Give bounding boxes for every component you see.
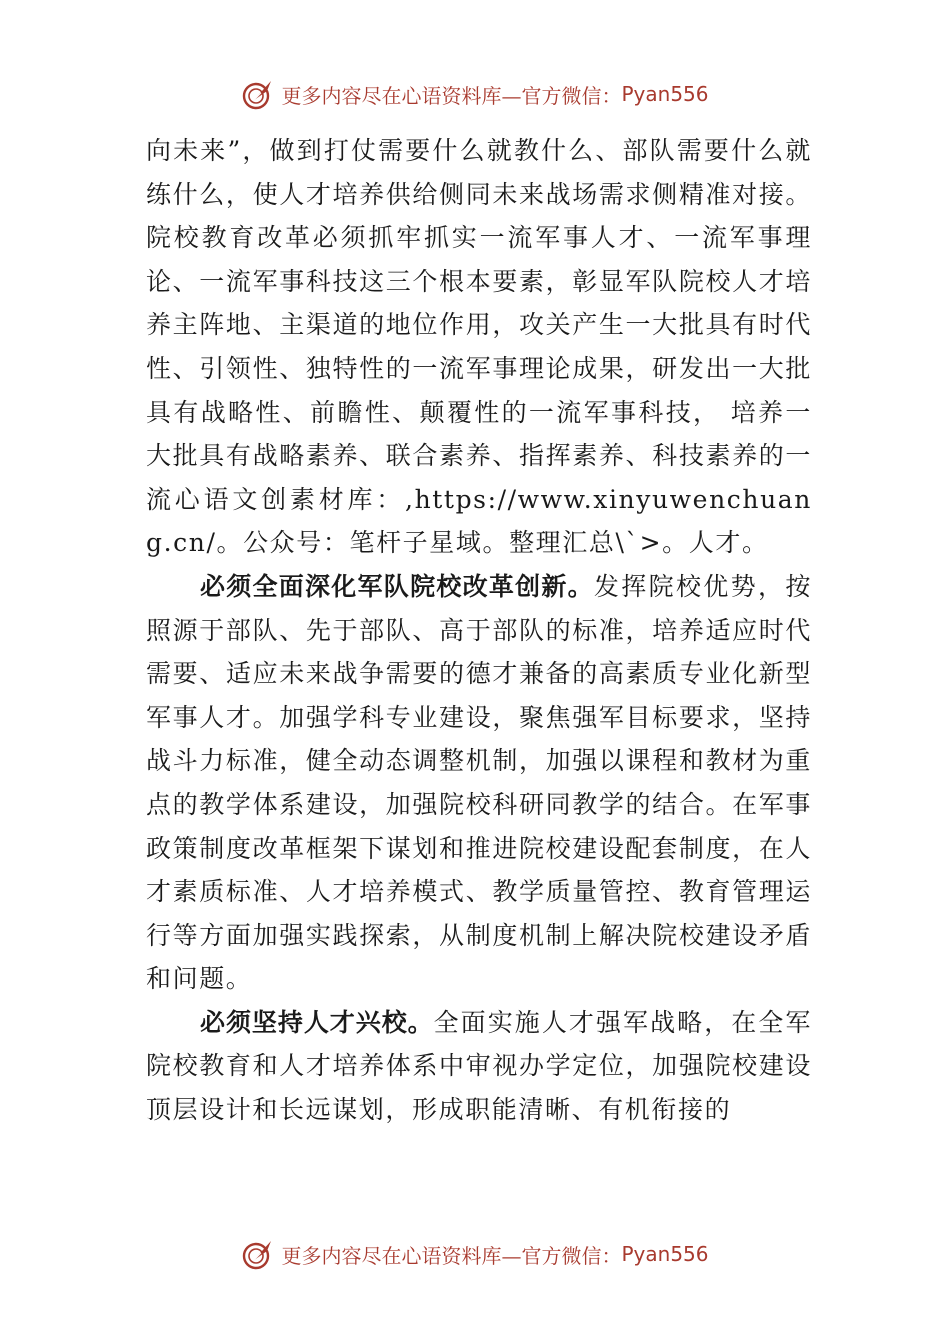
footer-banner xyxy=(0,1234,950,1274)
paragraph-heading: 必须全面深化军队院校改革创新。 xyxy=(200,571,594,601)
paragraph-text: 发挥院校优势，按照源于部队、先于部队、高于部队的标准，培养适应时代需要、适应未来战争需要的德才兼备的高素质专业化新型军事人才。加强学科专业建设，聚焦强军目标要求，坚持战斗力标准，健全动态调整机制，加强以课程和教材为重点的教学体系建设，加强院校科研同教学的结合。在军事政策制度改革框架下谋划和推进院校建设配套制度，在人才素质标准、人才培养模式、教学质量管控、教育管理运行等方面加强实践探索，从制度机制上解决院校建设矛盾和问题。 xyxy=(146,571,812,994)
quill-seal-icon xyxy=(241,1237,275,1271)
header-banner-text: 更多内容尽在心语资料库—官方微信： xyxy=(281,83,622,108)
quill-seal-icon xyxy=(241,77,275,111)
paragraph-text: 向未来”，做到打仗需要什么就教什么、部队需要什么就练什么，使人才培养供给侧同未来战场需求侧精准对接。院校教育改革必须抓牢抓实一流军事人才、一流军事理论、一流军事科技这三个根本要素，彰显军队院校人才培养主阵地、主渠道的地位作用，攻关产生一大批具有时代性、引领性、独特性的一流军事理论成果，研发出一大批具有战略性、前瞻性、颠覆性的一流军事科技， 培养一大批具有战略素养、联合素养、指挥素养、科技素养的一流心语文创素材库：,https://www.xinyuwenchuang.cn/。公众号：笔杆子星域。整理汇总\`>。人才。 xyxy=(146,136,812,558)
paragraph-text: 全面实施人才强军战略，在全军院校教育和人才培养体系中审视办学定位，加强院校建设顶层设计和长远谋划，形成职能清晰、有机衔接的 xyxy=(146,1007,812,1125)
header-banner-wechat-id: Pyan556 xyxy=(621,82,709,106)
footer-banner-text: 更多内容尽在心语资料库—官方微信： xyxy=(281,1243,622,1268)
paragraph-reform-innovation xyxy=(146,565,812,1001)
document-body xyxy=(146,129,812,1132)
header-banner xyxy=(0,74,950,114)
footer-banner-wechat-id: Pyan556 xyxy=(621,1242,709,1266)
paragraph-talent-school xyxy=(146,1001,812,1132)
paragraph-heading: 必须坚持人才兴校。 xyxy=(200,1007,434,1037)
paragraph-continuation xyxy=(146,129,812,565)
